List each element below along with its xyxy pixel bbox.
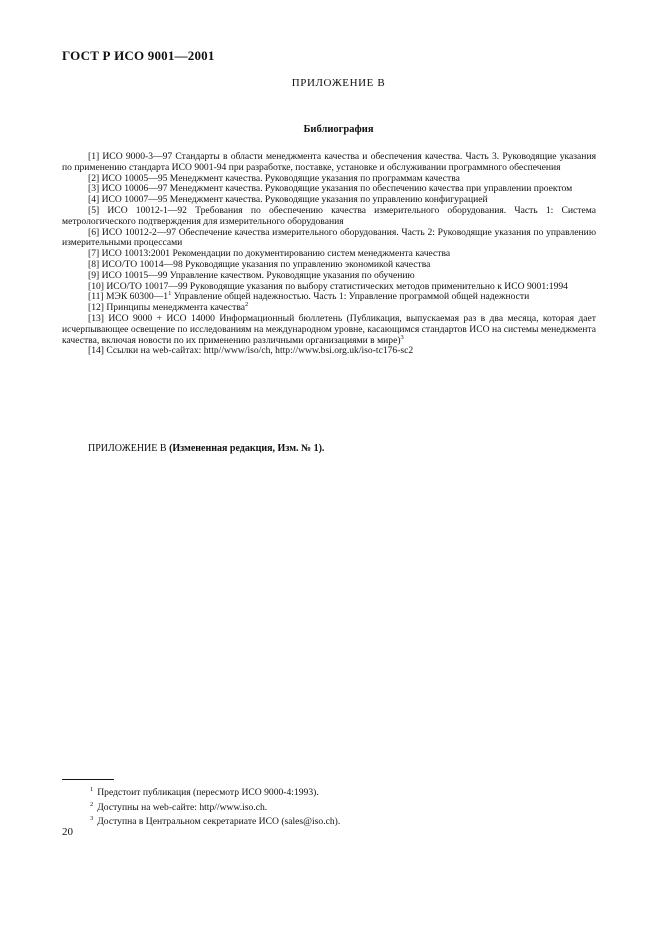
page-number: 20	[62, 826, 73, 838]
bibliography-entry: [1] ИСО 9000-3—97 Стандарты в области менеджмента качества и обеспечения качества. Часть 3. Руководящие указания по применению стандарта ИСО 9001-94 при разработке, поставке, установке и обслуживании программного обеспечения	[62, 151, 596, 173]
bibliography-entry: [3] ИСО 10006—97 Менеджмент качества. Руководящие указания по обеспечению качества при управлении проектом	[88, 183, 573, 195]
footnote: $^2$ Доступны на web-сайте: http//www.iso.ch.	[90, 800, 268, 813]
bibliography-entry: [10] ИСО/ТО 10017—99 Руководящие указания по выбору статистических методов применительно к ИСО 9001:1994	[88, 280, 568, 292]
footnote: $^1$ Предстоит публикация (пересмотр ИСО 9000-4:1993).	[90, 786, 319, 799]
appendix-title: ПРИЛОЖЕНИЕ В	[291, 77, 386, 89]
bibliography-entry: [13] ИСО 9000 + ИСО 14000 Информационный бюллетень (Публикация, выпускаемая раз в два месяца, которая дает исчерпывающее освещение по исследованиям на международном уровне, касающимся стандартов ИСО на системы менеджмента качества, включая новости по их применению различными организациями в мире)$^3$	[62, 312, 596, 346]
bibliography-entry: [7] ИСО 10013:2001 Рекомендации по документированию систем менеджмента качества	[88, 248, 451, 260]
bibliography-entry: [8] ИСО/ТО 10014—98 Руководящие указания по управлению экономикой качества	[88, 258, 431, 270]
footnotes	[90, 784, 590, 828]
amendment-note-prefix: ПРИЛОЖЕНИЕ В	[88, 443, 170, 454]
bibliography-title: Библиография	[303, 124, 374, 135]
document-header: ГОСТ Р ИСО 9001—2001	[62, 48, 215, 63]
bibliography-list	[62, 152, 596, 357]
footnote-ref: 1	[168, 290, 172, 298]
footnote: $^3$ Доступна в Центральном секретариате ИСО (sales@iso.ch).	[90, 815, 341, 828]
amendment-note-text: (Измененная редакция, Изм. № 1).	[169, 443, 325, 454]
bibliography-entry: [12] Принципы менеджмента качества$^2$	[88, 300, 249, 314]
footnote-divider	[62, 779, 114, 780]
footnote-ref: 3	[400, 333, 404, 341]
bibliography-entry: [2] ИСО 10005—95 Менеджмент качества. Руководящие указания по программам качества	[88, 172, 460, 184]
amendment-note	[88, 443, 608, 454]
bibliography-entry: [14] Ссылки на web-сайтах: http//www/iso/ch, http://www.bsi.org.uk/iso-tc176-sc2	[88, 345, 414, 357]
bibliography-entry: [5] ИСО 10012-1—92 Требования по обеспечению качества измерительного оборудования. Часть 1: Система метрологического подтверждения для измерительного оборудования	[62, 204, 596, 227]
bibliography-entry: [4] ИСО 10007—95 Менеджмент качества. Руководящие указания по управлению конфигурацией	[88, 194, 488, 206]
footnote-ref: 2	[244, 300, 249, 308]
bibliography-entry: [9] ИСО 10015—99 Управление качеством. Руководящие указания по обучению	[88, 269, 415, 281]
bibliography-entry: [11] МЭК $60300—1^1$ Управление общей надежностью. Часть 1: Управление программой общей надежности	[88, 290, 530, 303]
bibliography-entry: [6] ИСО 10012-2—97 Обеспечение качества измерительного оборудования. Часть 2: Руководящие указания по управлению измерительными процессами	[62, 226, 596, 249]
